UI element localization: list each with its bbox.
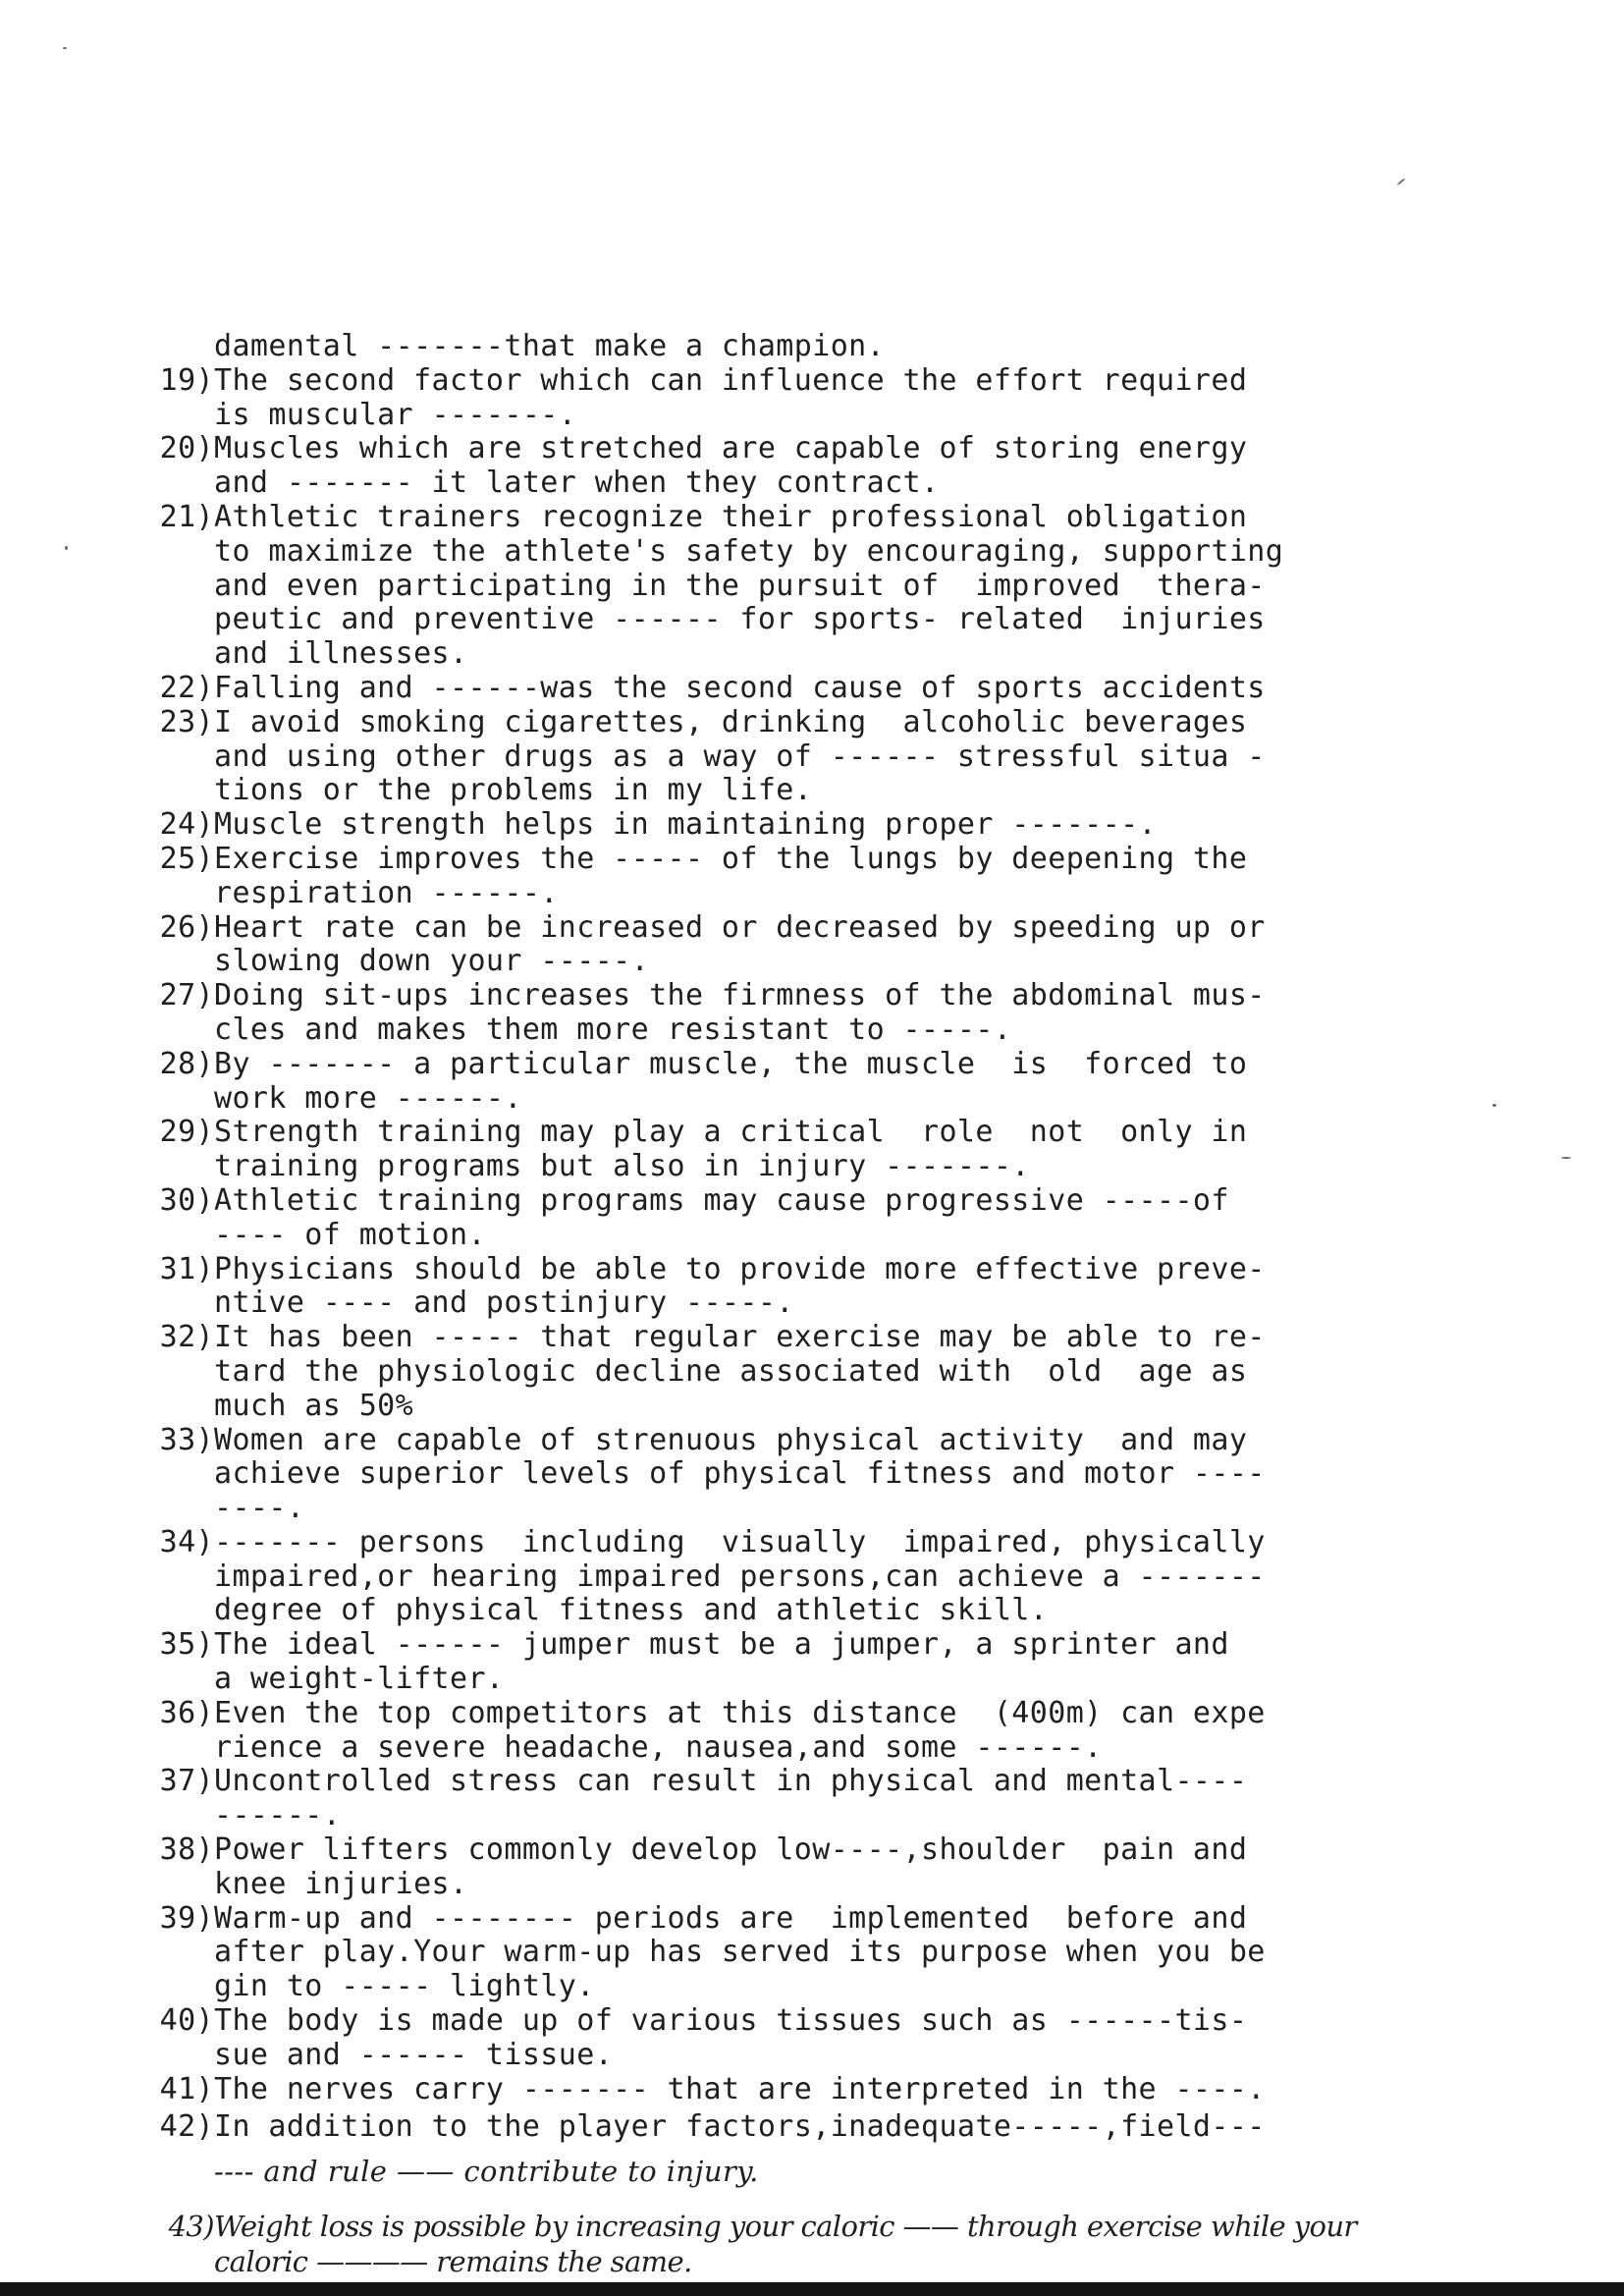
scan-speck <box>1397 178 1406 186</box>
continued-line: damental -------that make a champion. <box>214 329 886 363</box>
question-23: 23) I avoid smoking cigarettes, drinking alcoholic beverages and using other drugs as a way of ------ stressful situa - tions or the problems in my life. <box>159 704 1266 808</box>
question-42: 42) In addition to the player factors,inadequate-----,field--- ---- and rule —— contribute to injury. <box>159 2109 1266 2189</box>
question-30: 30) Athletic training programs may cause progressive -----of ---- of motion. <box>159 1182 1229 1252</box>
question-27: 27) Doing sit-ups increases the firmness of the abdominal mus- cles and makes them more resistant to -----. <box>159 978 1266 1047</box>
question-41: 41) The nerves carry ------- that are interpreted in the ----. <box>159 2071 1266 2106</box>
question-35: 35) The ideal ------ jumper must be a jumper, a sprinter and a weight-lifter. <box>159 1627 1229 1697</box>
question-39: 39) Warm-up and -------- periods are implemented before and after play.Your warm-up has served its purpose when you be gin to ----- lightly. <box>159 1900 1266 2004</box>
question-38: 38) Power lifters commonly develop low----,shoulder pain and knee injuries. <box>159 1832 1248 1901</box>
scan-speck <box>1492 1104 1496 1107</box>
question-21: 21) Athletic trainers recognize their professional obligation to maximize the athlete's safety by encouraging, supporting and even participating in the pursuit of improved thera- peutic and preventive ------ for sports- related injuries and illnesses. <box>159 499 1284 672</box>
question-33: 33) Women are capable of strenuous physical activity and may achieve superior levels of physical fitness and motor ---- ----. <box>159 1422 1266 1526</box>
question-29: 29) Strength training may play a critical role not only in training programs but also in injury -------. <box>159 1115 1248 1184</box>
question-40: 40) The body is made up of various tissues such as ------tis- sue and ------ tissue. <box>159 2003 1248 2072</box>
scan-speck <box>65 546 68 550</box>
question-31: 31) Physicians should be able to provide more effective preve- ntive ---- and postinjury -----. <box>159 1251 1266 1321</box>
question-19: 19) The second factor which can influence the effort required is muscular -------. <box>159 362 1248 432</box>
question-26: 26) Heart rate can be increased or decreased by speeding up or slowing down your -----. <box>159 909 1266 979</box>
scan-speck <box>1561 1157 1571 1159</box>
question-20: 20) Muscles which are stretched are capable of storing energy and ------- it later when they contract. <box>159 431 1248 501</box>
question-32: 32) It has been ----- that regular exercise may be able to re- tard the physiologic decline associated with old age as much as 50% <box>159 1320 1266 1423</box>
question-25: 25) Exercise improves the ----- of the lungs by deepening the respiration ------. <box>159 841 1248 910</box>
question-22: 22) Falling and ------was the second cause of sports accidents <box>159 670 1266 705</box>
question-43: 43) Weight loss is possible by increasing your caloric —— through exercise while your caloric ———— remains the same. <box>168 2210 1357 2279</box>
question-36: 36) Even the top competitors at this distance (400m) can expe rience a severe headache, nausea,and some ------. <box>159 1695 1266 1765</box>
worksheet-text <box>147 330 1424 2279</box>
scan-edge-bar <box>0 2282 1624 2296</box>
question-28: 28) By ------- a particular muscle, the muscle is forced to work more ------. <box>159 1046 1248 1116</box>
question-37: 37) Uncontrolled stress can result in physical and mental---- ------. <box>159 1764 1248 1833</box>
question-24: 24) Muscle strength helps in maintaining proper -------. <box>159 807 1157 843</box>
scan-speck <box>63 47 67 49</box>
question-34: 34) ------- persons including visually impaired, physically impaired,or hearing impaired persons,can achieve a ------- degree of physical fitness and athletic skill. <box>159 1524 1266 1628</box>
